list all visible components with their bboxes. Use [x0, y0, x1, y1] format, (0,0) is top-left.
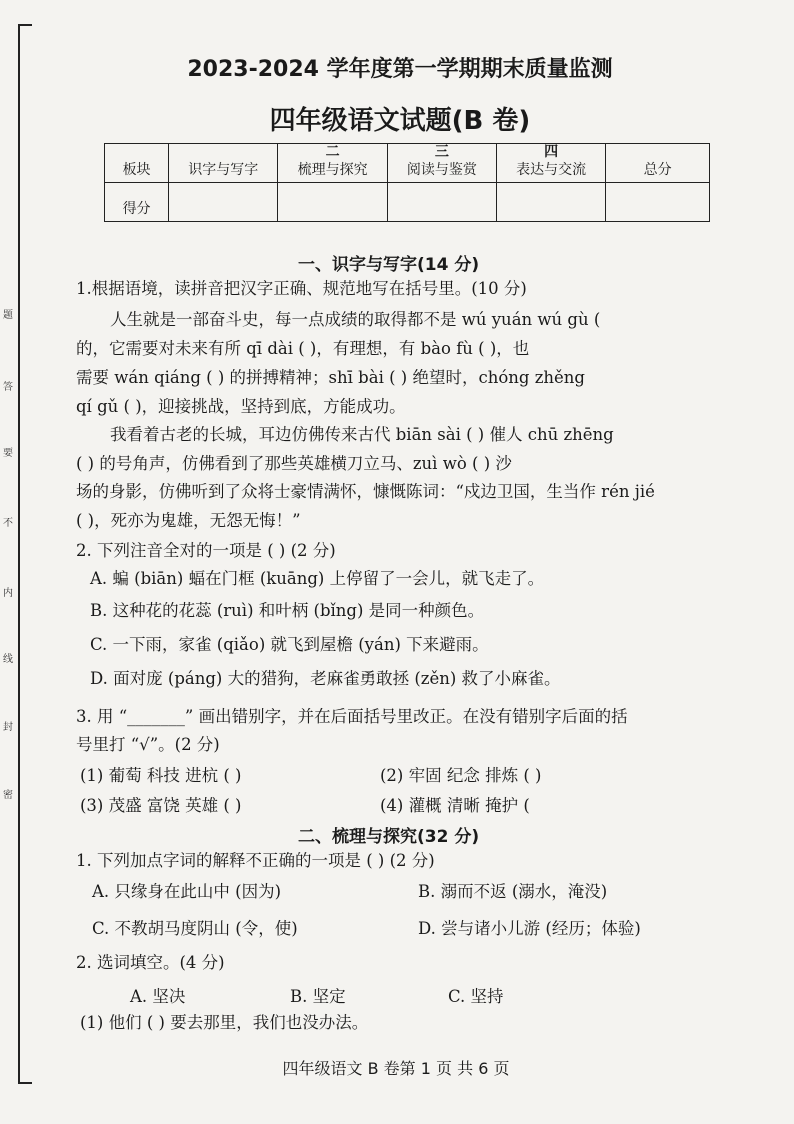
word-choice: A. 坚决	[130, 987, 186, 1006]
score-table-header-row	[105, 144, 710, 183]
column-label: 梳理与探究	[297, 162, 368, 178]
answer-option[interactable]: A. 只缘身在此山中 (因为)	[92, 882, 282, 901]
column-cell	[606, 144, 710, 183]
question-passage-line: ( ) 的号角声，仿佛看到了那些英雄横刀立马、zuì wò ( ) 沙	[76, 454, 512, 473]
question-stem: 号里打 “√”。(2 分)	[76, 735, 220, 754]
fill-blank-item[interactable]: (1) 他们 ( ) 要去那里，我们也没办法。	[80, 1013, 369, 1032]
word-choice: B. 坚定	[290, 987, 346, 1006]
column-cell	[497, 144, 606, 183]
question-stem: 2. 选词填空。(4 分)	[76, 953, 225, 972]
score-cell[interactable]	[169, 183, 278, 222]
binding-char: 封	[3, 722, 13, 733]
column-cell	[169, 144, 278, 183]
question-passage-line: 需要 wán qiáng ( ) 的拼搏精神；shī bài ( ) 绝望时，chóng zhěng	[76, 368, 585, 387]
correction-item[interactable]: (2) 牢固 纪念 排炼 ( )	[380, 766, 542, 785]
row-header-cell	[105, 144, 169, 183]
score-cell[interactable]	[497, 183, 606, 222]
question-stem: 3. 用 “_______” 画出错别字，并在后面括号里改正。在没有错别字后面的括	[76, 707, 628, 726]
question-stem: 1.根据语境，读拼音把汉字正确、规范地写在括号里。(10 分)	[76, 279, 527, 298]
word-choice: C. 坚持	[448, 987, 504, 1006]
answer-option[interactable]: D. 面对庞 (páng) 大的猎狗，老麻雀勇敢拯 (zěn) 救了小麻雀。	[90, 669, 561, 688]
score-table	[104, 143, 710, 222]
question-passage-line: 场的身影，仿佛听到了众将士豪情满怀，慷慨陈词：“戍边卫国，生当作 rén jié	[76, 482, 655, 501]
binding-char: 密	[3, 790, 13, 801]
score-table-score-row	[105, 183, 710, 222]
binding-char: 答	[3, 382, 13, 393]
correction-item[interactable]: (1) 葡萄 科技 进杭 ( )	[80, 766, 242, 785]
score-cell[interactable]	[606, 183, 710, 222]
column-label: 阅读与鉴赏	[406, 162, 477, 178]
answer-option[interactable]: B. 这种花的花蕊 (ruì) 和叶柄 (bǐng) 是同一种颜色。	[90, 601, 485, 620]
question-passage-line: ( )，死亦为鬼雄，无怨无悔！”	[76, 511, 301, 530]
answer-option[interactable]: D. 尝与诸小儿游 (经历；体验)	[418, 919, 641, 938]
answer-option[interactable]: C. 不教胡马度阴山 (令，使)	[92, 919, 298, 938]
answer-option[interactable]: B. 溺而不返 (溺水，淹没)	[418, 882, 608, 901]
score-cell[interactable]	[387, 183, 496, 222]
binding-char: 不	[3, 518, 13, 529]
question-stem: 1. 下列加点字词的解释不正确的一项是 ( ) (2 分)	[76, 851, 435, 870]
column-cell	[278, 144, 387, 183]
binding-char: 内	[3, 588, 13, 599]
correction-item[interactable]: (3) 茂盛 富饶 英雄 ( )	[80, 796, 242, 815]
score-label-cell	[105, 183, 169, 222]
question-passage-line: 我看着古老的长城，耳边仿佛传来古代 biān sài ( ) 催人 chū zhēng	[110, 425, 614, 444]
section1-heading: 一、识字与写字(14 分)	[298, 255, 480, 275]
correction-item[interactable]: (4) 灌概 清晰 掩护 (	[380, 796, 530, 815]
column-label: 表达与交流	[516, 162, 587, 178]
column-number: 三	[434, 144, 449, 160]
binding-char: 题	[3, 310, 13, 321]
question-stem: 2. 下列注音全对的一项是 ( ) (2 分)	[76, 541, 336, 560]
question-passage-line: qí gǔ ( )，迎接挑战，坚持到底，方能成功。	[76, 397, 406, 416]
column-number: 四	[544, 144, 559, 160]
column-label: 识字与写字	[188, 162, 259, 178]
answer-option[interactable]: C. 一下雨，家雀 (qiǎo) 就飞到屋檐 (yán) 下来避雨。	[90, 635, 489, 654]
answer-option[interactable]: A. 蝙 (biān) 蝠在门框 (kuāng) 上停留了一会儿，就飞走了。	[90, 569, 545, 588]
page-footer: 四年级语文 B 卷第 1 页 共 6 页	[282, 1059, 510, 1078]
column-cell	[387, 144, 496, 183]
question-passage-line: 人生就是一部奋斗史，每一点成绩的取得都不是 wú yuán wú gù (	[110, 310, 601, 329]
score-label: 得分	[122, 201, 151, 217]
row-header-label: 板块	[122, 162, 151, 178]
question-passage-line: 的，它需要对未来有所 qī dài ( )，有理想，有 bào fù ( )，也	[76, 339, 530, 358]
exam-subtitle: 四年级语文试题(B 卷)	[269, 106, 531, 136]
column-number: 二	[325, 144, 340, 160]
binding-char: 线	[3, 654, 13, 665]
exam-title: 2023-2024 学年度第一学期期末质量监测	[187, 57, 613, 82]
binding-margin-line	[18, 24, 32, 1084]
section2-heading: 二、梳理与探究(32 分)	[298, 827, 480, 847]
score-cell[interactable]	[278, 183, 387, 222]
binding-char: 要	[3, 448, 13, 459]
column-label: 总分	[643, 162, 672, 178]
